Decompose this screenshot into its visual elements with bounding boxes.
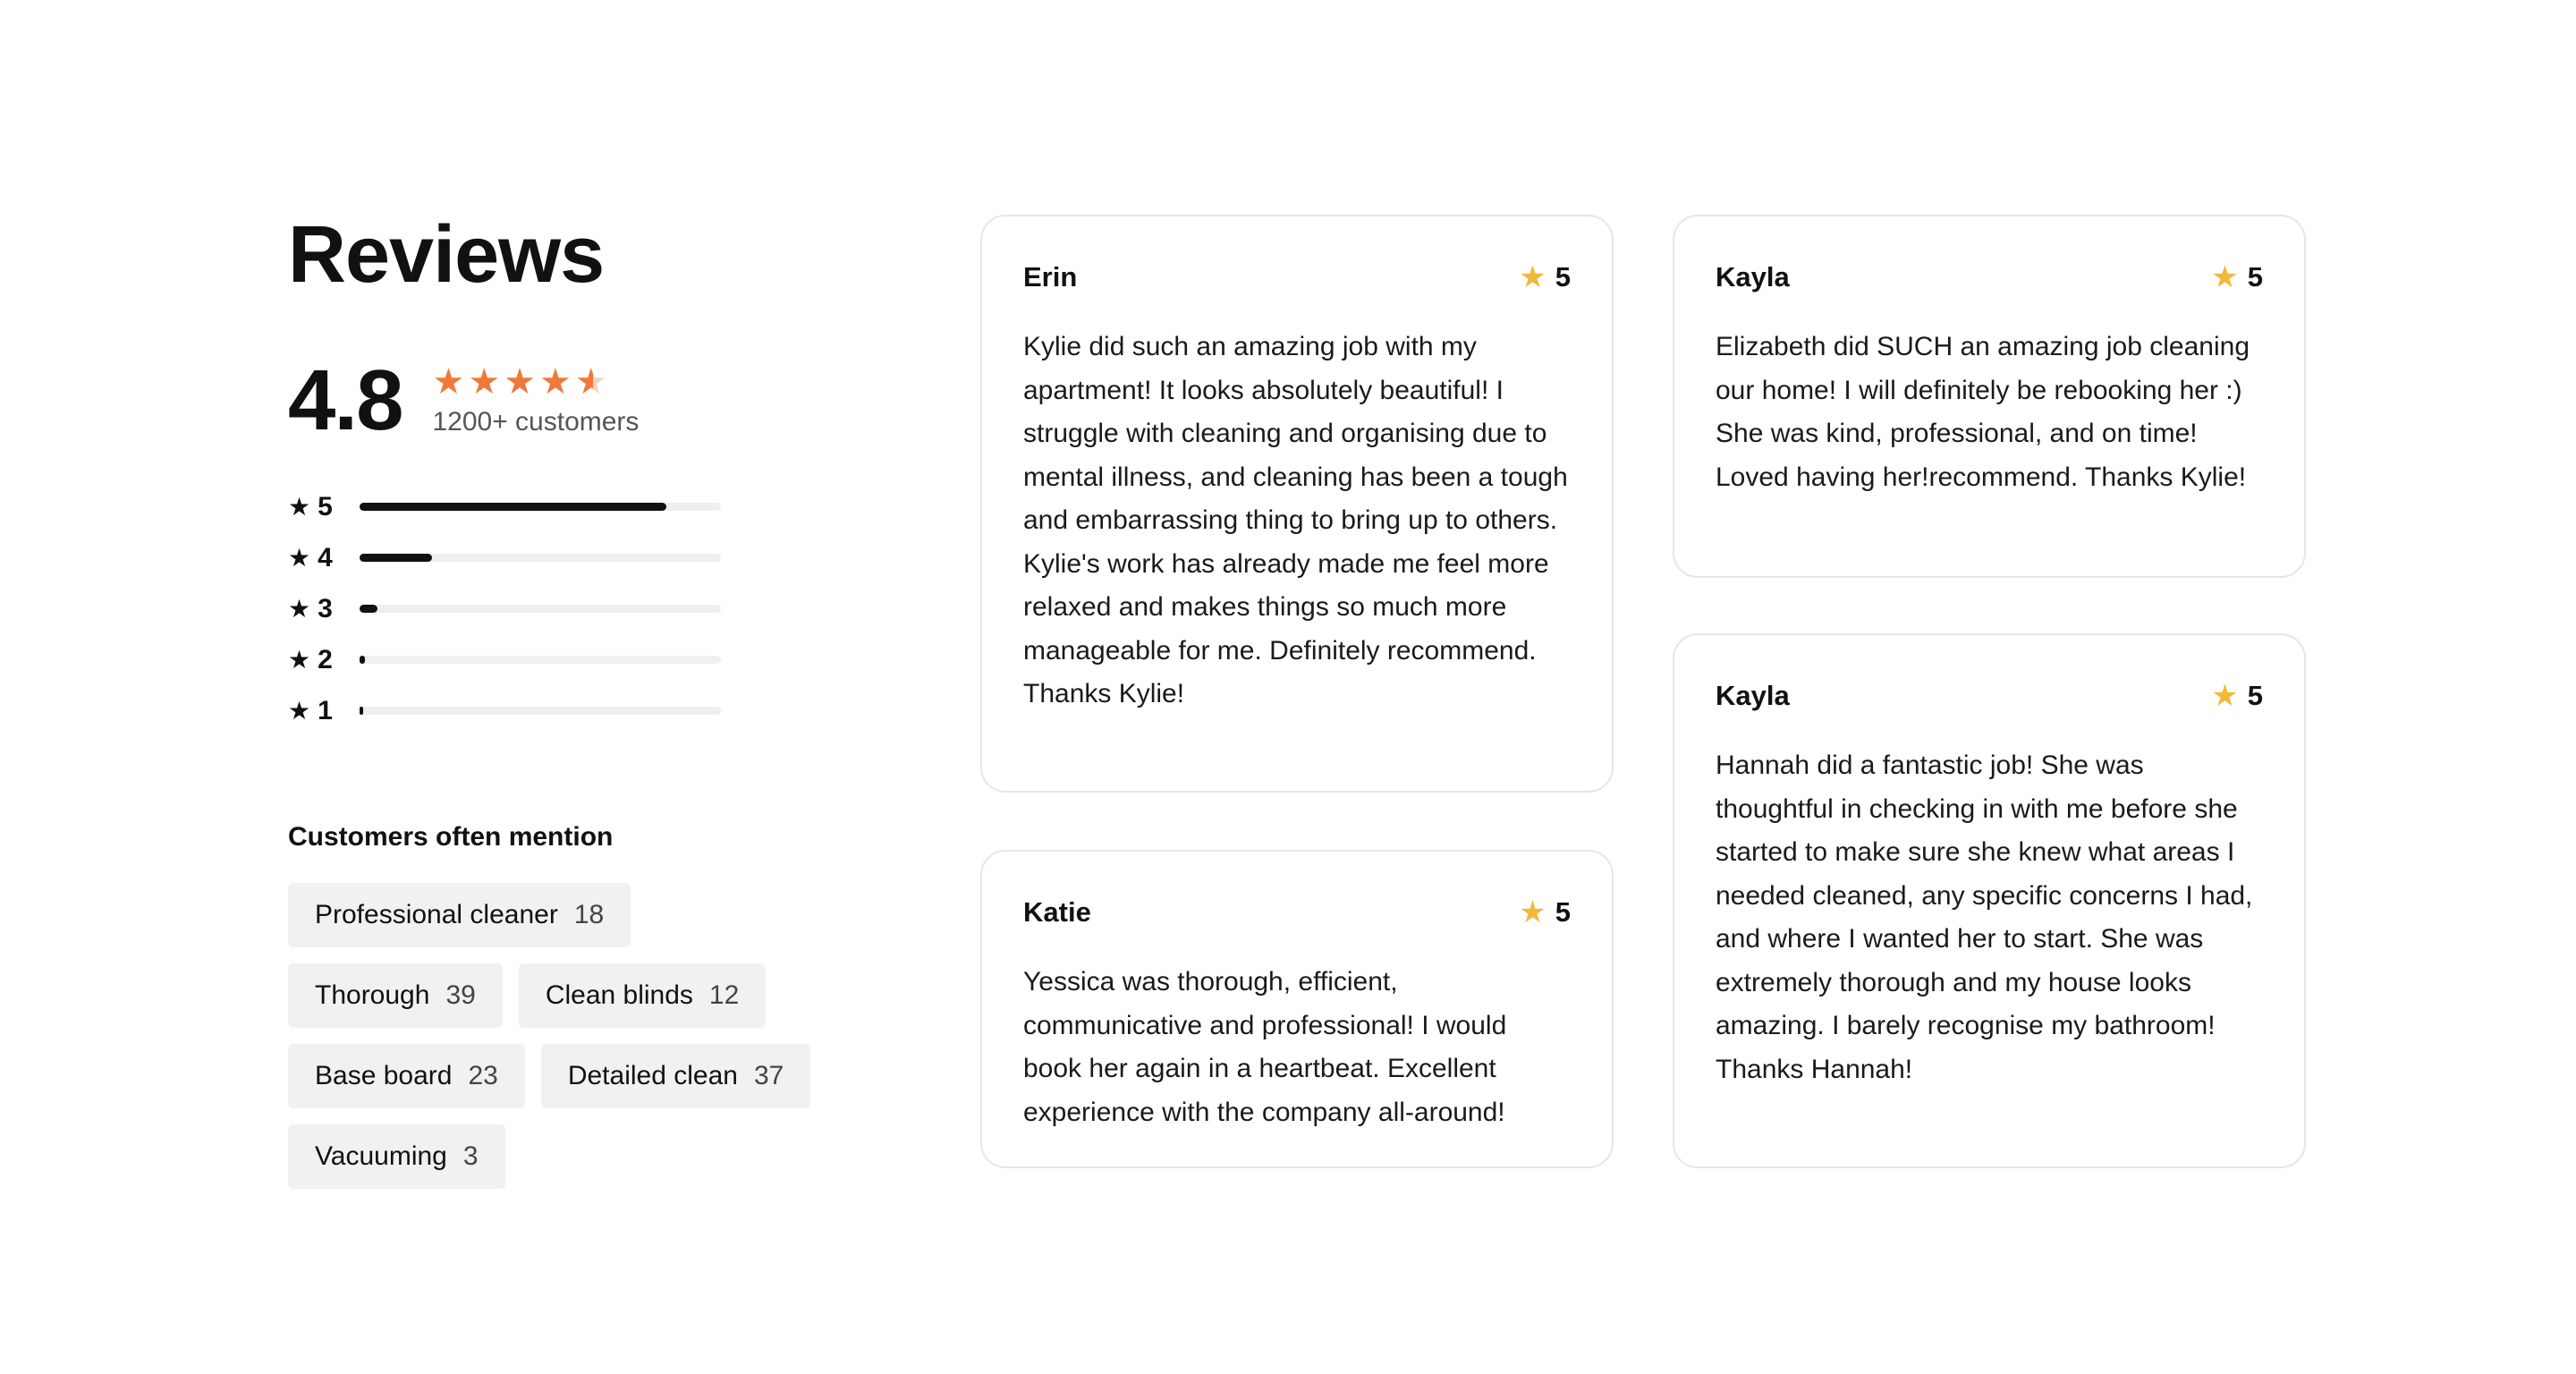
- star-icon: ★: [2211, 679, 2239, 713]
- mention-chip-base-board[interactable]: [288, 1044, 525, 1108]
- mention-chip-professional-cleaner[interactable]: [288, 883, 631, 947]
- review-card: [1673, 633, 2306, 1168]
- mention-chip-detailed-clean[interactable]: [541, 1044, 811, 1108]
- distribution-label: 2: [318, 644, 333, 674]
- review-rating: [2211, 259, 2263, 295]
- star-icon: ★: [504, 362, 537, 402]
- review-card: [1673, 215, 2306, 578]
- distribution-row: [288, 583, 914, 634]
- half-star-icon: ★ ★: [575, 364, 607, 400]
- chip-count: 18: [573, 900, 605, 929]
- review-author: Erin: [1023, 261, 1078, 293]
- chip-count: 37: [753, 1061, 784, 1090]
- rating-stars: [432, 364, 639, 400]
- distribution-bar: [360, 605, 721, 613]
- chip-label: Detailed clean: [567, 1061, 738, 1090]
- star-icon: ★: [288, 544, 311, 572]
- chip-count: 3: [462, 1141, 479, 1171]
- distribution-label: 5: [318, 491, 333, 522]
- star-icon: ★: [288, 595, 311, 623]
- distribution-bar: [360, 554, 721, 562]
- distribution-bar-fill: [360, 503, 666, 511]
- distribution-bar-fill: [360, 554, 432, 562]
- distribution-bar: [360, 503, 721, 511]
- page-title: Reviews: [288, 210, 605, 300]
- chip-label: Vacuuming: [315, 1141, 447, 1171]
- chip-label: Thorough: [315, 980, 430, 1010]
- star-icon: ★: [1519, 895, 1546, 929]
- chip-count: 23: [468, 1061, 498, 1090]
- distribution-bar-fill: [360, 605, 377, 613]
- mention-chip-clean-blinds[interactable]: [519, 963, 766, 1028]
- review-author: Kayla: [1716, 680, 1790, 711]
- distribution-bar-fill: [360, 656, 365, 664]
- distribution-bar: [360, 707, 721, 715]
- chip-label: Base board: [315, 1061, 453, 1090]
- average-score: 4.8: [288, 352, 402, 448]
- review-rating: [1519, 259, 1571, 295]
- star-icon: ★: [468, 362, 501, 402]
- mentions-heading: Customers often mention: [288, 822, 614, 852]
- review-rating-value: 5: [2247, 680, 2263, 711]
- distribution-bar: [360, 656, 721, 664]
- star-icon: ★: [288, 697, 311, 725]
- mention-chip-thorough[interactable]: [288, 963, 503, 1028]
- review-card: [980, 850, 1614, 1168]
- distribution-row: [288, 685, 914, 736]
- distribution-label: 1: [318, 695, 333, 725]
- distribution-label: 3: [318, 593, 333, 623]
- customer-count: 1200+ customers: [432, 407, 640, 437]
- star-icon: ★: [432, 362, 465, 402]
- review-rating: [2211, 678, 2263, 714]
- star-icon: ★: [1519, 260, 1546, 294]
- distribution-label: 4: [318, 542, 333, 572]
- distribution-row: [288, 532, 914, 583]
- review-rating-value: 5: [1555, 896, 1571, 928]
- star-icon: ★: [288, 493, 311, 521]
- review-rating-value: 5: [1555, 261, 1571, 293]
- chip-count: 39: [445, 980, 476, 1010]
- review-author: Kayla: [1716, 261, 1790, 293]
- review-rating-value: 5: [2247, 261, 2263, 293]
- mention-chip-vacuuming[interactable]: [288, 1124, 505, 1189]
- chip-count: 12: [708, 980, 740, 1010]
- rating-distribution: [288, 481, 914, 736]
- review-text: Hannah did a fantastic job! She was thoughtful in checking in with me before she started to make sure she knew what areas I needed cleaned, any specific concerns I had, and where I wanted her to start. She was extremely thorough and my house looks amazing. I barely recognise my bathroom! Thanks Hannah!: [1716, 751, 2253, 1084]
- review-card: [980, 215, 1614, 793]
- average-rating: [288, 352, 914, 448]
- distribution-row: [288, 634, 914, 685]
- star-icon: ★: [2211, 260, 2239, 294]
- distribution-bar-fill: [360, 707, 363, 715]
- reviews-summary: [288, 210, 914, 1189]
- review-rating: [1519, 895, 1571, 930]
- star-icon: ★: [288, 646, 311, 674]
- review-text: Elizabeth did SUCH an amazing job cleaning our home! I will definitely be rebooking her :) She was kind, professional, and on time! Loved having her!recommend. Thanks Kylie!: [1716, 332, 2250, 492]
- mention-chips: [288, 883, 843, 1189]
- review-text: Yessica was thorough, efficient, communicative and professional! I would book her again in a heartbeat. Excellent experience with the company all-around!: [1023, 967, 1507, 1127]
- review-text: Kylie did such an amazing job with my apartment! It looks absolutely beautiful! I struggle with cleaning and organising due to mental illness, and cleaning has been a tough and embarrassing thing to bring up to others. Kylie's work has already made me feel more relaxed and makes things so much more manageable for me. Definitely recommend. Thanks Kylie!: [1023, 332, 1568, 708]
- star-icon: ★: [539, 362, 572, 402]
- distribution-row: [288, 481, 914, 532]
- review-author: Katie: [1023, 896, 1091, 928]
- chip-label: Clean blinds: [545, 980, 693, 1010]
- rating-meta: [432, 364, 639, 437]
- chip-label: Professional cleaner: [315, 900, 558, 929]
